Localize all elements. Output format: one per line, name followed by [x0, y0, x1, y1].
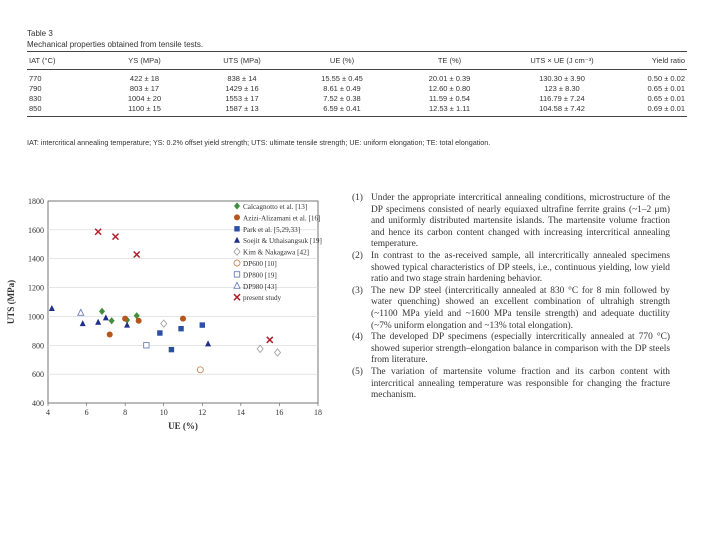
data-point: [157, 330, 162, 335]
cell: 116.79 ± 7.24: [539, 94, 585, 103]
data-point: [134, 252, 140, 258]
conclusions-text: [352, 193, 670, 402]
legend-label: DP980 [43]: [243, 282, 277, 291]
legend-marker: [234, 202, 240, 209]
data-point: [257, 345, 263, 352]
uts-vs-ue-scatter-chart: [0, 185, 340, 445]
table-row: [27, 104, 687, 117]
data-point: [200, 322, 205, 327]
table-footnote: IAT: intercritical annealing temperature; YS: 0.2% offset yield strength; UTS: ultimate tensile strength; UE: uniform elongation; TE: total elongation.: [27, 138, 491, 147]
item-number: (4): [352, 332, 363, 343]
data-point: [180, 316, 186, 322]
data-point: [78, 309, 84, 315]
legend-marker: [234, 282, 240, 288]
cell: 12.60 ± 0.80: [428, 84, 471, 93]
cell: 1553 ± 17: [225, 94, 259, 103]
data-point: [103, 314, 109, 320]
item-text: Under the appropriate intercritical annealing conditions, microstructure of the DP specimens consisted of nearly equiaxed ultrafine ferrite grains (~1–2 μm) and uniformly distributed martensite islands. The martensite volume fraction and hence its carbon content changed with increasing intercritical annealing temperature.: [371, 193, 670, 250]
legend-marker: [234, 272, 239, 277]
x-tick-label: 14: [236, 408, 245, 417]
x-axis-label: UE (%): [168, 421, 198, 431]
legend-label: Azizi-Alizamani et al. [16]: [243, 214, 321, 223]
cell: 0.65 ± 0.01: [647, 84, 685, 93]
cell: 123 ± 8.30: [544, 84, 580, 93]
conclusion-item: [352, 286, 670, 332]
conclusion-item: [352, 367, 670, 402]
table-number: Table 3: [27, 29, 53, 38]
data-point: [124, 322, 130, 328]
x-tick-label: 6: [84, 408, 89, 417]
y-tick-label: 1400: [28, 254, 44, 264]
item-text: The new DP steel (intercritically annealed at 830 °C for 8 min followed by water quenching) showed an excellent combination of ultrahigh strength (~1100 MPa yield and ~1600 MPa tensile strength) and adequate ductility (~7% uniform elongation and ~13% total elongation).: [371, 285, 670, 331]
cell: 1429 ± 16: [225, 84, 259, 93]
y-tick-label: 400: [32, 399, 44, 408]
legend-marker: [234, 248, 240, 255]
cell: 7.52 ± 0.38: [323, 94, 361, 103]
data-point: [178, 326, 183, 331]
legend-marker: [234, 226, 239, 231]
data-point: [95, 319, 101, 325]
cell: 770: [29, 74, 42, 83]
item-number: (3): [352, 285, 363, 296]
item-number: (2): [352, 250, 363, 261]
cell: 8.61 ± 0.49: [323, 84, 361, 93]
cell: 1004 ± 20: [127, 94, 162, 103]
conclusion-item: [352, 251, 670, 286]
table-row: [27, 84, 687, 94]
data-point: [136, 318, 142, 324]
data-point: [275, 349, 281, 356]
table-row: [27, 94, 687, 104]
cell: 130.30 ± 3.90: [539, 74, 585, 83]
legend-marker: [234, 214, 240, 220]
cell: 6.59 ± 0.41: [292, 104, 392, 117]
cell: 1100 ± 15: [97, 104, 192, 117]
header-ue: UE (%): [292, 52, 392, 70]
legend-marker: [234, 260, 240, 266]
cell: 838 ± 14: [227, 74, 257, 83]
legend-label: Kim & Nakagawa [42]: [243, 248, 310, 257]
data-point: [161, 320, 167, 327]
data-point: [109, 317, 115, 324]
item-number: (1): [352, 193, 363, 203]
cell: 830: [29, 94, 42, 103]
cell: 20.01 ± 0.39: [428, 74, 471, 83]
item-text: In contrast to the as-received sample, all intercritically annealed specimens showed typical characteristics of DP steels, i.e., continuous yielding, low yield ratio and two stage strain hardening behavior.: [371, 250, 670, 285]
x-tick-label: 10: [159, 408, 168, 417]
cell: 790: [29, 84, 42, 93]
data-point: [113, 234, 119, 240]
legend-marker: [234, 294, 240, 300]
legend-label: Soejit & Uthaisangsuk [19]: [243, 237, 322, 246]
legend: [234, 202, 322, 302]
data-point: [169, 347, 174, 352]
data-point: [107, 331, 113, 337]
data-point: [205, 340, 211, 346]
header-iat: IAT (°C): [27, 52, 97, 70]
data-point: [122, 316, 128, 322]
legend-label: Park et al. [5,29,33]: [243, 225, 301, 234]
table-caption: [27, 28, 203, 50]
header-uts-ue: UTS × UE (J cm⁻³): [507, 52, 617, 70]
mechanical-properties-table: [27, 51, 687, 117]
table-row: [27, 70, 687, 85]
legend-label: DP800 [19]: [243, 271, 277, 280]
legend-label: DP600 [10]: [243, 260, 277, 268]
table-title: Mechanical properties obtained from tensile tests.: [27, 40, 204, 49]
y-tick-label: 1000: [28, 312, 44, 322]
legend-marker: [234, 237, 240, 243]
data-point: [99, 308, 105, 315]
data-point: [197, 367, 203, 373]
item-number: (5): [352, 366, 363, 377]
header-uts: UTS (MPa): [192, 52, 292, 70]
cell: 0.69 ± 0.01: [617, 104, 687, 117]
cell: 11.59 ± 0.54: [428, 94, 471, 103]
conclusion-item: [352, 193, 670, 251]
data-point: [144, 343, 149, 348]
header-te: TE (%): [392, 52, 507, 70]
x-tick-label: 8: [123, 408, 128, 417]
cell: 15.55 ± 0.45: [321, 74, 363, 83]
y-tick-label: 800: [32, 341, 44, 351]
y-tick-label: 1800: [28, 197, 44, 206]
header-ys: YS (MPa): [97, 52, 192, 70]
cell: 422 ± 18: [129, 74, 160, 83]
y-tick-label: 1600: [28, 225, 44, 235]
y-tick-label: 1200: [28, 283, 44, 293]
conclusion-item: [352, 332, 670, 367]
cell: 0.65 ± 0.01: [647, 94, 685, 103]
data-point: [80, 320, 86, 326]
header-yield-ratio: Yield ratio: [617, 52, 687, 70]
x-tick-label: 4: [46, 408, 50, 417]
x-tick-label: 12: [198, 408, 207, 417]
data-point: [49, 305, 55, 311]
cell: 803 ± 17: [129, 84, 160, 93]
x-tick-label: 18: [314, 408, 322, 417]
y-tick-label: 600: [32, 370, 44, 380]
x-tick-label: 16: [275, 408, 284, 417]
item-text: The developed DP specimens (especially intercritically annealed at 770 °C) showed superior strength–elongation balance in comparison with the DP steels from literature.: [371, 332, 670, 366]
legend-label: Calcagnotto et al. [13]: [243, 203, 308, 211]
item-text: The variation of martensite volume fraction and its carbon content with intercritical annealing temperature was responsible for changing the fracture mechanism.: [371, 366, 670, 401]
y-axis-label: UTS (MPa): [6, 279, 16, 325]
cell: 850: [27, 104, 97, 117]
legend-label: present study: [243, 294, 282, 303]
table-header-row: [27, 52, 687, 70]
cell: 1587 ± 13: [192, 104, 292, 117]
cell: 0.50 ± 0.02: [647, 74, 685, 83]
cell: 104.58 ± 7.42: [507, 104, 617, 117]
data-point: [267, 337, 273, 343]
cell: 12.53 ± 1.11: [392, 104, 507, 117]
